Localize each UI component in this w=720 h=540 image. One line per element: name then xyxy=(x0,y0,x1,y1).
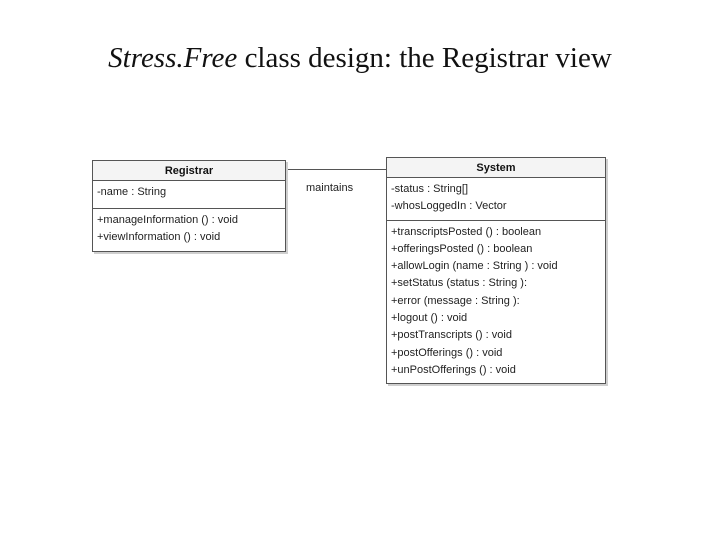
system-operation: +postOfferings () : void xyxy=(391,346,503,359)
system-operation: +error (message : String ): xyxy=(391,294,520,307)
system-operation: +transcriptsPosted () : boolean xyxy=(391,225,542,238)
system-operation: +logout () : void xyxy=(391,312,468,325)
system-attribute: -status : String[] xyxy=(391,183,469,195)
system-operation: +unPostOfferings () : void xyxy=(391,363,516,376)
registrar-attribute: -name : String xyxy=(97,186,167,198)
system-class-box xyxy=(386,157,606,384)
registrar-operation: +manageInformation () : void xyxy=(97,214,238,226)
registrar-attributes xyxy=(93,181,285,209)
registrar-operation: +viewInformation () : void xyxy=(97,231,221,244)
system-attribute: -whosLoggedIn : Vector xyxy=(391,200,507,213)
system-operation: +postTranscripts () : void xyxy=(391,329,512,342)
slide-title-italic: Stress.Free xyxy=(108,42,238,74)
slide-title-rest: class design: the Registrar view xyxy=(237,42,612,74)
system-attributes xyxy=(387,178,605,221)
registrar-class-name: Registrar xyxy=(93,161,285,181)
slide-title xyxy=(0,42,720,75)
system-operation: +offeringsPosted () : boolean xyxy=(391,242,533,255)
association-line xyxy=(284,169,386,170)
system-operations xyxy=(387,221,605,384)
association-label: maintains xyxy=(306,182,354,194)
system-class-name: System xyxy=(387,158,605,178)
system-operation: +setStatus (status : String ): xyxy=(391,277,528,290)
registrar-class-box xyxy=(92,160,286,252)
registrar-operations xyxy=(93,209,285,251)
system-operation: +allowLogin (name : String ) : void xyxy=(391,260,558,273)
